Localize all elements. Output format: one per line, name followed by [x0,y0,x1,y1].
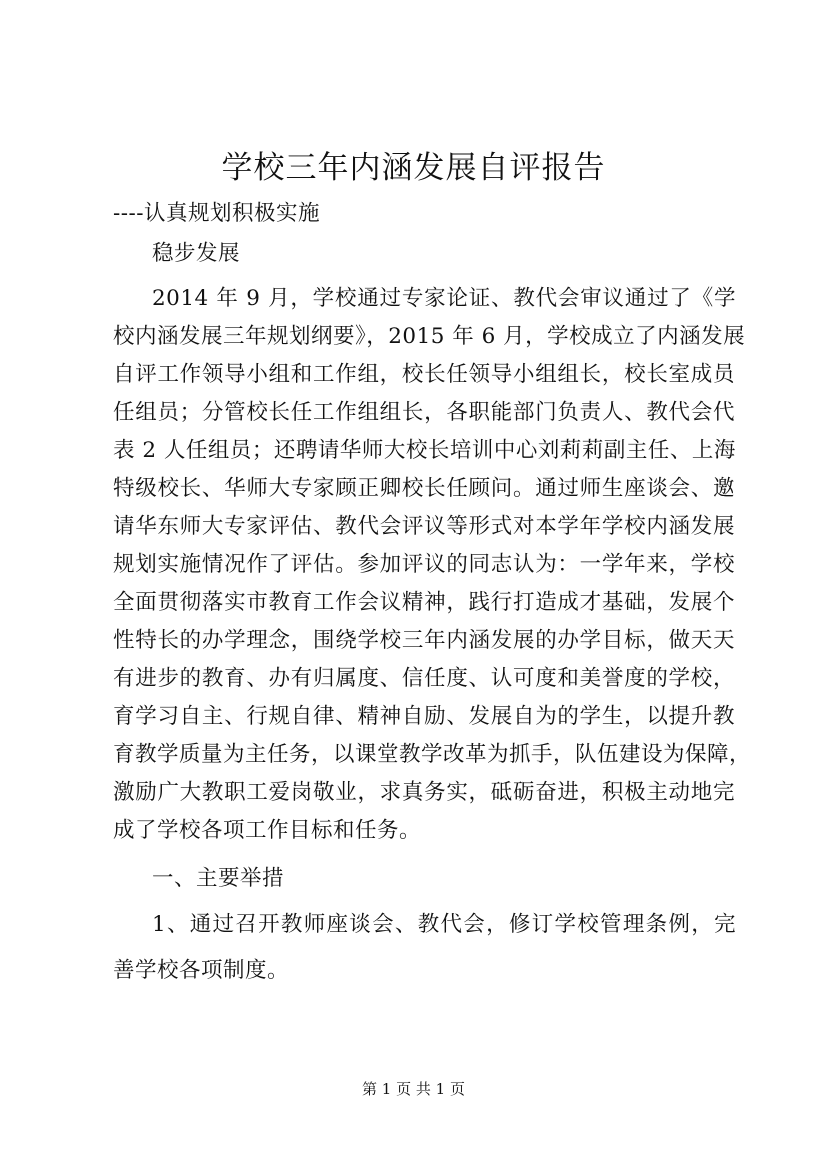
page-number-footer: 第 1 页 共 1 页 [362,1080,465,1098]
paragraph-line: 激励广大教职工爱岗敬业，求真务实，砥砺奋进，积极主动地完 [113,780,735,805]
section-heading: 一、主要举措 [152,866,285,891]
paragraph-line: 请华东师大专家评估、教代会评议等形式对本学年学校内涵发展 [113,514,735,539]
paragraph-line: 全面贯彻落实市教育工作会议精神，践行打造成才基础，发展个 [113,590,735,615]
list-item-line: 1、通过召开教师座谈会、教代会，修订学校管理条例，完 [152,912,736,937]
document-title: 学校三年内涵发展自评报告 [221,150,606,186]
paragraph-line: 育教学质量为主任务，以课堂教学改革为抓手，队伍建设为保障， [113,742,752,767]
paragraph-line: 性特长的办学理念，围绕学校三年内涵发展的办学目标，做天天 [113,628,735,653]
paragraph-line: 特级校长、华师大专家顾正卿校长任顾问。通过师生座谈会、邀 [113,476,735,501]
paragraph-line: 任组员；分管校长任工作组组长，各职能部门负责人、教代会代 [113,400,735,425]
paragraph-line: 2014 年 9 月，学校通过专家论证、教代会审议通过了《学 [152,286,736,311]
paragraph-line: 有进步的教育、办有归属度、信任度、认可度和美誉度的学校， [113,666,735,691]
paragraph-line: 表 2 人任组员；还聘请华师大校长培训中心刘莉莉副主任、上海 [113,438,736,463]
list-item-line: 善学校各项制度。 [113,958,290,983]
document-subtitle-continued: 稳步发展 [152,241,241,266]
paragraph-line: 育学习自主、行规自律、精神自励、发展自为的学生，以提升教 [113,704,735,729]
paragraph-line: 自评工作领导小组和工作组，校长任领导小组组长，校长室成员 [113,362,735,387]
paragraph-line: 规划实施情况作了评估。参加评议的同志认为：一学年来，学校 [113,552,735,577]
paragraph-line: 校内涵发展三年规划纲要》，2015 年 6 月，学校成立了内涵发展 [113,324,746,349]
paragraph-line: 成了学校各项工作目标和任务。 [113,818,422,843]
document-subtitle: ----认真规划积极实施 [113,201,321,226]
